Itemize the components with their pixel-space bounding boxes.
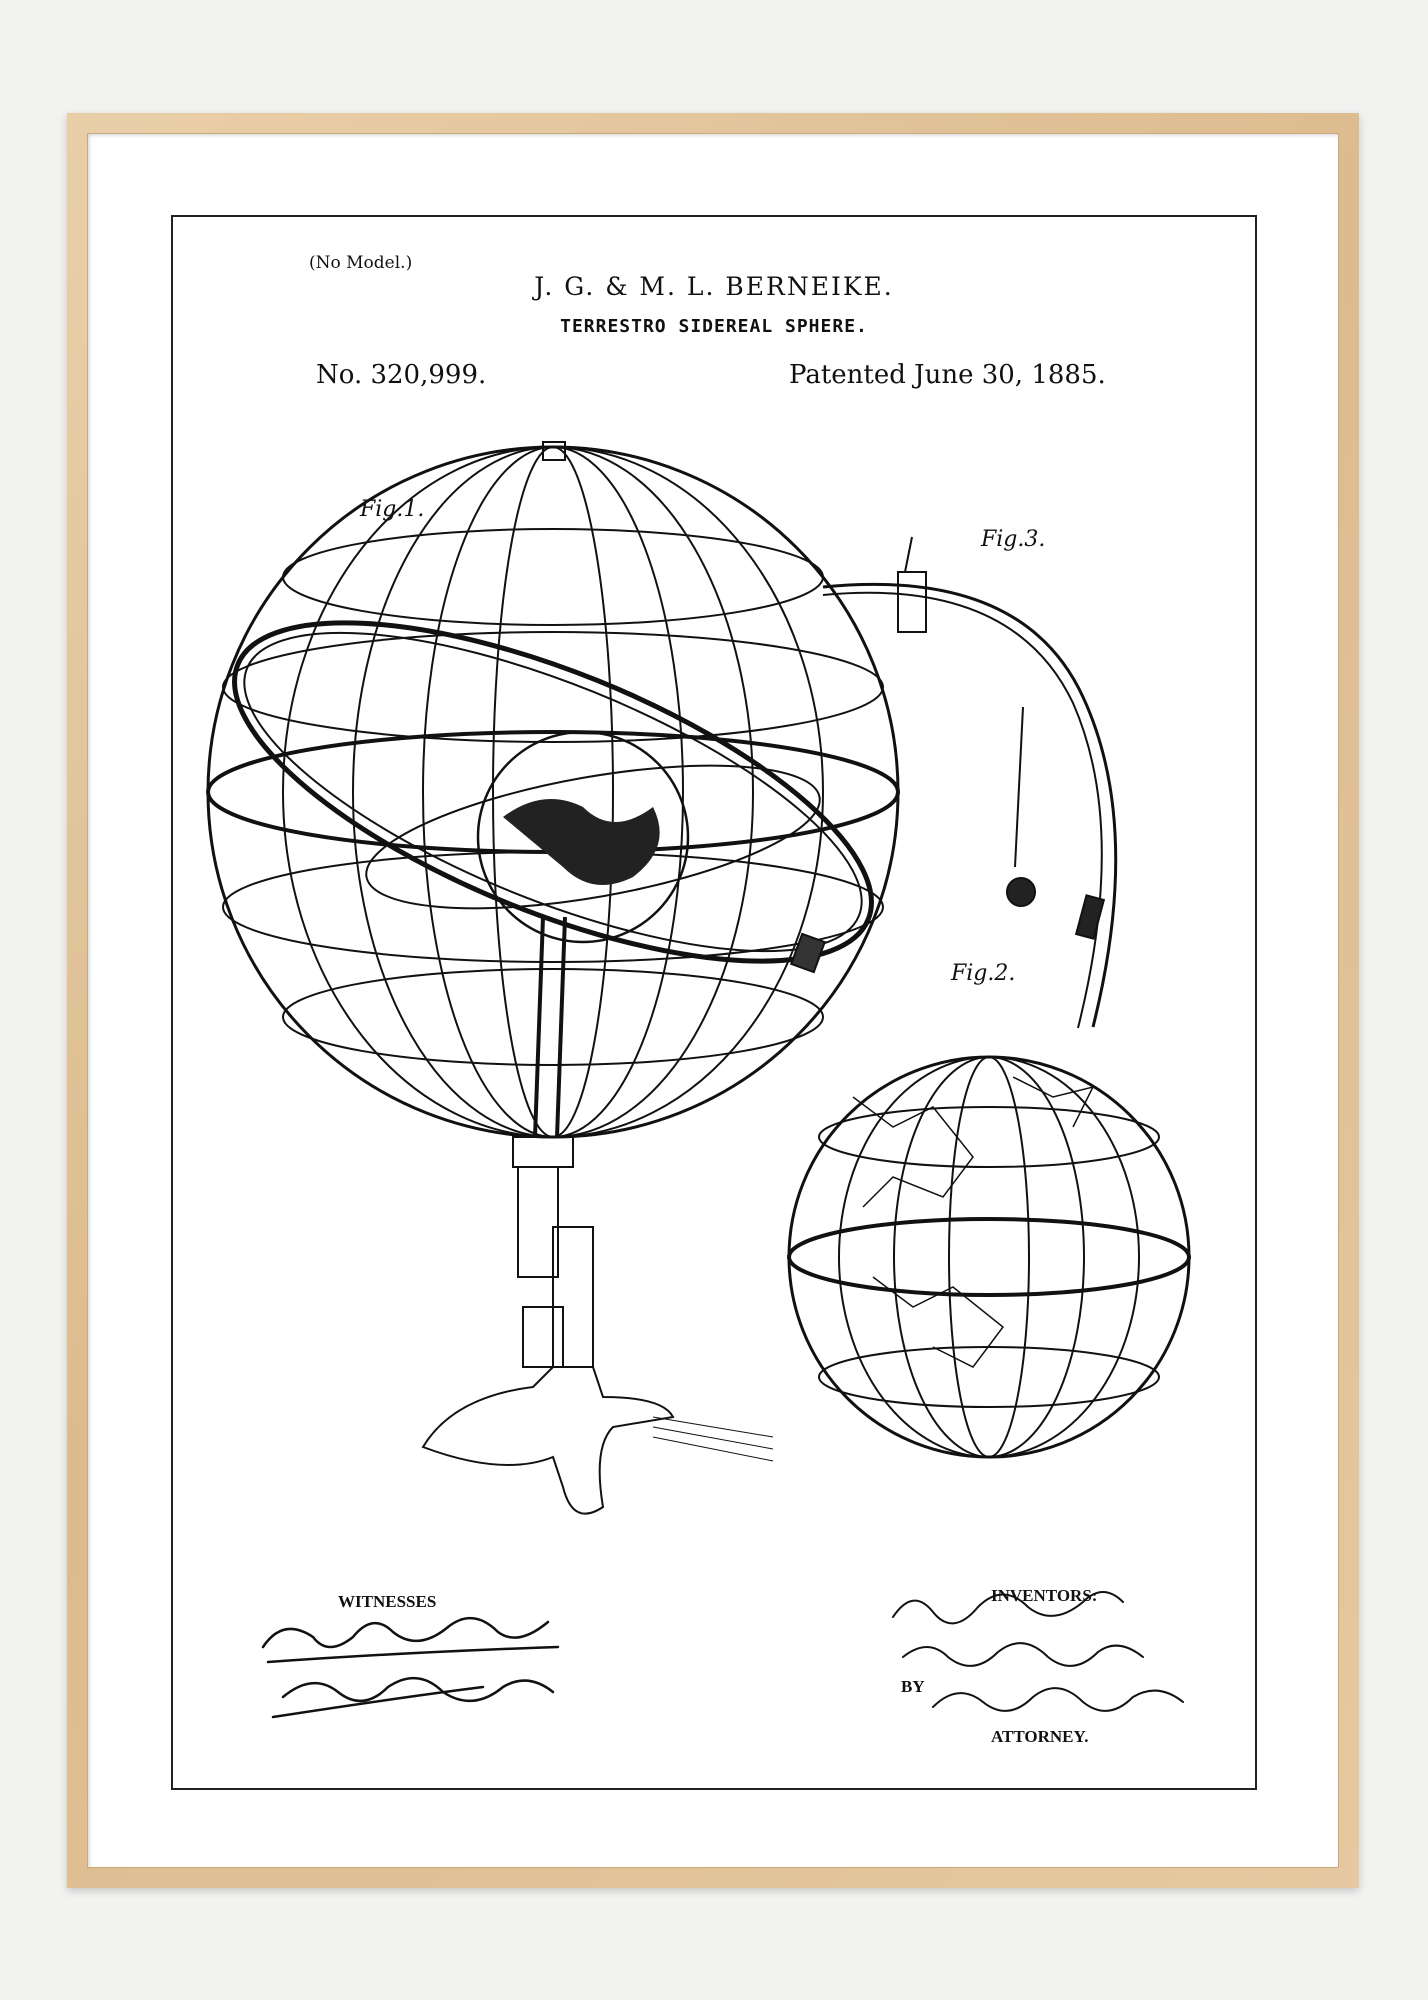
patent-date: Patented June 30, 1885. <box>789 360 1106 390</box>
witnesses-label: WITNESSES <box>338 1592 437 1611</box>
patent-sheet <box>171 215 1257 1790</box>
fig2-label: Fig.2. <box>951 961 1016 986</box>
no-model-note: (No Model.) <box>309 253 413 273</box>
patent-number: No. 320,999. <box>316 360 487 390</box>
inventors-label: INVENTORS: <box>991 1586 1098 1605</box>
by-label: BY <box>901 1677 925 1696</box>
fig1-label: Fig.1. <box>360 497 425 522</box>
witness-signatures <box>173 217 1259 1792</box>
invention-subtitle: TERRESTRO SIDEREAL SPHERE. <box>560 316 868 337</box>
fig3-label: Fig.3. <box>981 527 1046 552</box>
attorney-label: ATTORNEY. <box>991 1727 1089 1746</box>
inventors-title: J. G. & M. L. BERNEIKE. <box>534 272 894 301</box>
